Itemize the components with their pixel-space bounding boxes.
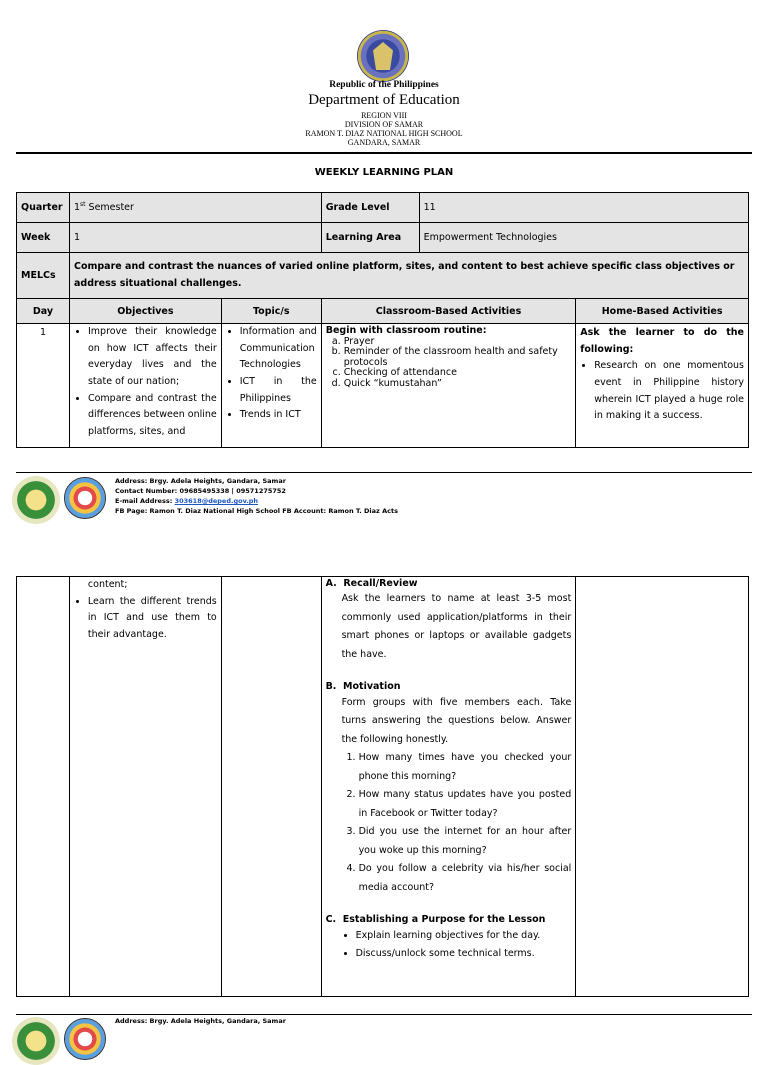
classroom-heading: Begin with classroom routine: (325, 325, 487, 336)
motivation-question: 2. How many status updates have you posted in Facebook or Twitter today? (359, 786, 572, 823)
col-classroom: Classroom-Based Activities (321, 299, 576, 324)
purpose-item: • Discuss/unlock some technical terms. (356, 945, 572, 964)
republic-text: Republic of the Philippines (329, 80, 439, 90)
motivation-question: 1. How many times have you checked your phone this morning? (359, 749, 572, 786)
objective-continued: content; (87, 579, 128, 590)
section-b-heading: B. Motivation (325, 681, 401, 693)
school-logo (12, 476, 60, 524)
section-a-heading: A. Recall/Review (325, 578, 418, 589)
topic-item: • Information and Communication Technologies (240, 324, 317, 374)
footer-contact: Contact Number: 09685495338 | 09571275752 (115, 487, 286, 495)
objectives-cell-cont (69, 577, 221, 997)
partner-logo (64, 477, 106, 519)
objective-item: • Improve their knowledge on how ICT affects their everyday lives and the state of our nation; (88, 324, 217, 391)
footer-divider (16, 472, 752, 473)
footer-email: E-mail Address: 303618@deped.gov.ph (115, 497, 259, 505)
routine-item: d. Quick “kumustahan” (344, 379, 572, 389)
location-text: GANDARA, SAMAR (347, 138, 421, 147)
division-text: DIVISION OF SAMAR (344, 120, 424, 129)
objectives-cell (69, 324, 221, 448)
footer-address: Address: Brgy. Adela Heights, Gandara, Samar (115, 477, 286, 485)
quarter-label: Quarter (17, 193, 70, 223)
school-logo-2 (12, 1017, 60, 1065)
week-value: 1 (69, 223, 321, 253)
day-value: 1 (17, 324, 70, 448)
partner-logo-2 (64, 1018, 106, 1060)
header-divider (16, 152, 752, 154)
footer-info (115, 476, 398, 516)
learning-plan-table (16, 192, 749, 448)
purpose-item: • Explain learning objectives for the day. (356, 927, 572, 946)
motivation-question: 3. Did you use the internet for an hour after you woke up this morning? (359, 823, 572, 860)
routine-item: a. Prayer (344, 337, 572, 347)
home-item: • Research on one momentous event in Philippine history wherein ICT played a huge role in making it a success. (594, 358, 744, 425)
email-link[interactable]: 303618@deped.gov.ph (174, 497, 259, 505)
objective-item: • Learn the different trends in ICT and use them to their advantage. (88, 594, 217, 644)
deped-seal (357, 30, 409, 82)
plan-title: WEEKLY LEARNING PLAN (314, 167, 454, 178)
col-objectives: Objectives (69, 299, 221, 324)
day-cell-cont (17, 577, 70, 997)
footer-address-2: Address: Brgy. Adela Heights, Gandara, Samar (115, 1017, 286, 1025)
melcs-value: Compare and contrast the nuances of varied online platform, sites, and content to best achieve specific class objectives or address situational challenges. (69, 253, 748, 299)
col-home: Home-Based Activities (576, 299, 749, 324)
topics-cell-cont (221, 577, 321, 997)
grade-level-value: 11 (419, 193, 748, 223)
footer-fb: FB Page: Ramon T. Diaz National High School FB Account: Ramon T. Diaz Acts (115, 507, 398, 515)
classroom-cell (321, 324, 576, 448)
quarter-value: 1st Semester (69, 193, 321, 223)
grade-level-label: Grade Level (321, 193, 419, 223)
motivation-question: 4. Do you follow a celebrity via his/her social media account? (359, 860, 572, 897)
home-cell (576, 324, 749, 448)
footer-divider-2 (16, 1014, 752, 1015)
topics-cell (221, 324, 321, 448)
objective-item: • Compare and contrast the differences between online platforms, sites, and (88, 391, 217, 441)
col-day: Day (17, 299, 70, 324)
home-cell-cont (576, 577, 749, 997)
classroom-cell-cont (321, 577, 576, 997)
topic-item: • Trends in ICT (240, 407, 317, 424)
section-c-heading: C. Establishing a Purpose for the Lesson (325, 914, 546, 926)
routine-item: c. Checking of attendance (344, 368, 572, 378)
week-label: Week (17, 223, 70, 253)
col-topics: Topic/s (221, 299, 321, 324)
section-a-text: Ask the learners to name at least 3-5 most commonly used application/platforms in their smart phones or laptops or available gadgets the have. (341, 593, 572, 660)
learning-area-value: Empowerment Technologies (419, 223, 748, 253)
routine-item: b. Reminder of the classroom health and safety protocols (344, 347, 572, 368)
section-b-text: Form groups with five members each. Take turns answering the questions below. Answer the following honestly. (341, 696, 572, 745)
home-heading: Ask the learner to do the following: (580, 327, 744, 355)
region-text: REGION VIII (361, 111, 407, 120)
learning-area-label: Learning Area (321, 223, 419, 253)
learning-plan-table-continued (16, 576, 749, 997)
department-title: Department of Education (308, 92, 460, 108)
topic-item: • ICT in the Philippines (240, 374, 317, 407)
school-text: RAMON T. DIAZ NATIONAL HIGH SCHOOL (305, 129, 463, 138)
melcs-label: MELCs (17, 253, 70, 299)
